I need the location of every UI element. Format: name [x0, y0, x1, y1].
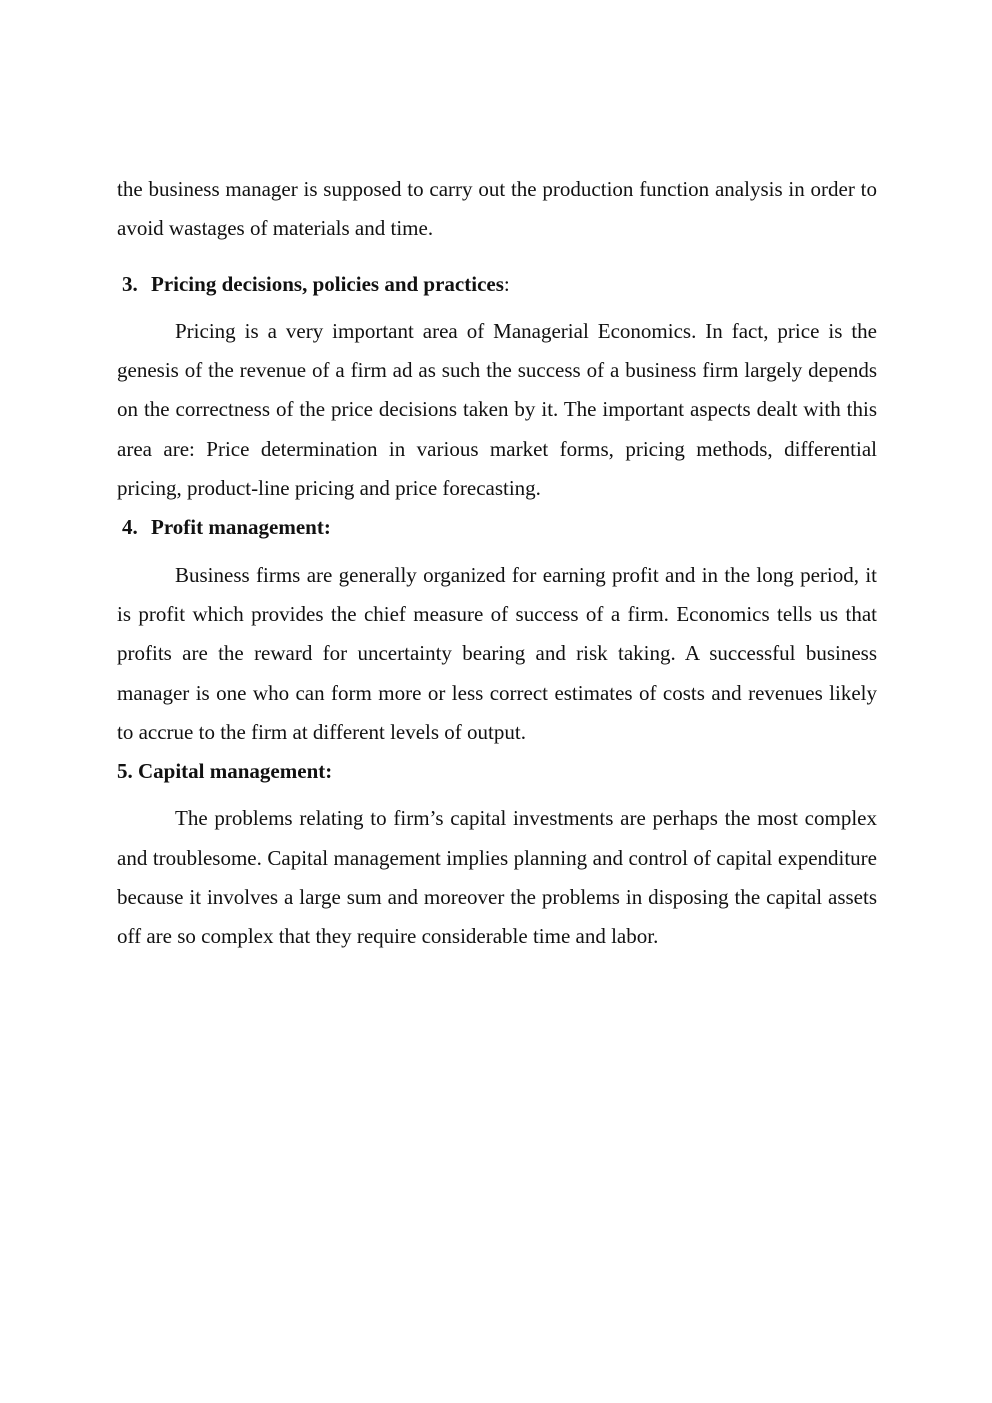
- heading-pricing-decisions: [117, 265, 877, 304]
- paragraph-profit: Business firms are generally organized for earning profit and in the long period, it is profit which provides the chief measure of success of a firm. Economics tells us that profits are the reward for uncertainty bearing and risk taking. A successful business manager is one who can form more or less correct estimates of costs and revenues likely to accrue to the firm at different levels of output.: [117, 562, 877, 744]
- heading-number: 4.: [122, 515, 138, 540]
- paragraph-capital: The problems relating to firm’s capital investments are perhaps the most complex and troublesome. Capital management implies planning and control of capital expenditure because it involves a large sum and moreover the problems in disposing the capital assets off are so complex that they require considerable time and labor.: [117, 806, 877, 949]
- heading-title: Pricing decisions, policies and practices: [151, 271, 504, 296]
- heading-colon: :: [503, 271, 510, 296]
- paragraph-production-analysis: the business manager is supposed to carry out the production function analysis in order to avoid wastages of materials and time.: [117, 177, 877, 241]
- document-page: [117, 170, 877, 957]
- heading-capital-management: 5. Capital management:: [117, 759, 333, 784]
- heading-number: 3.: [122, 271, 138, 296]
- paragraph-pricing: Pricing is a very important area of Managerial Economics. In fact, price is the genesis of the revenue of a firm ad as such the success of a business firm largely depends on the correctness of the price decisions taken by it. The important aspects dealt with this area are: Price determination in various market forms, pricing methods, differential pricing, product-line pricing and price forecasting.: [117, 318, 877, 501]
- heading-profit-management: [117, 508, 877, 547]
- heading-title: Profit management:: [151, 515, 331, 540]
